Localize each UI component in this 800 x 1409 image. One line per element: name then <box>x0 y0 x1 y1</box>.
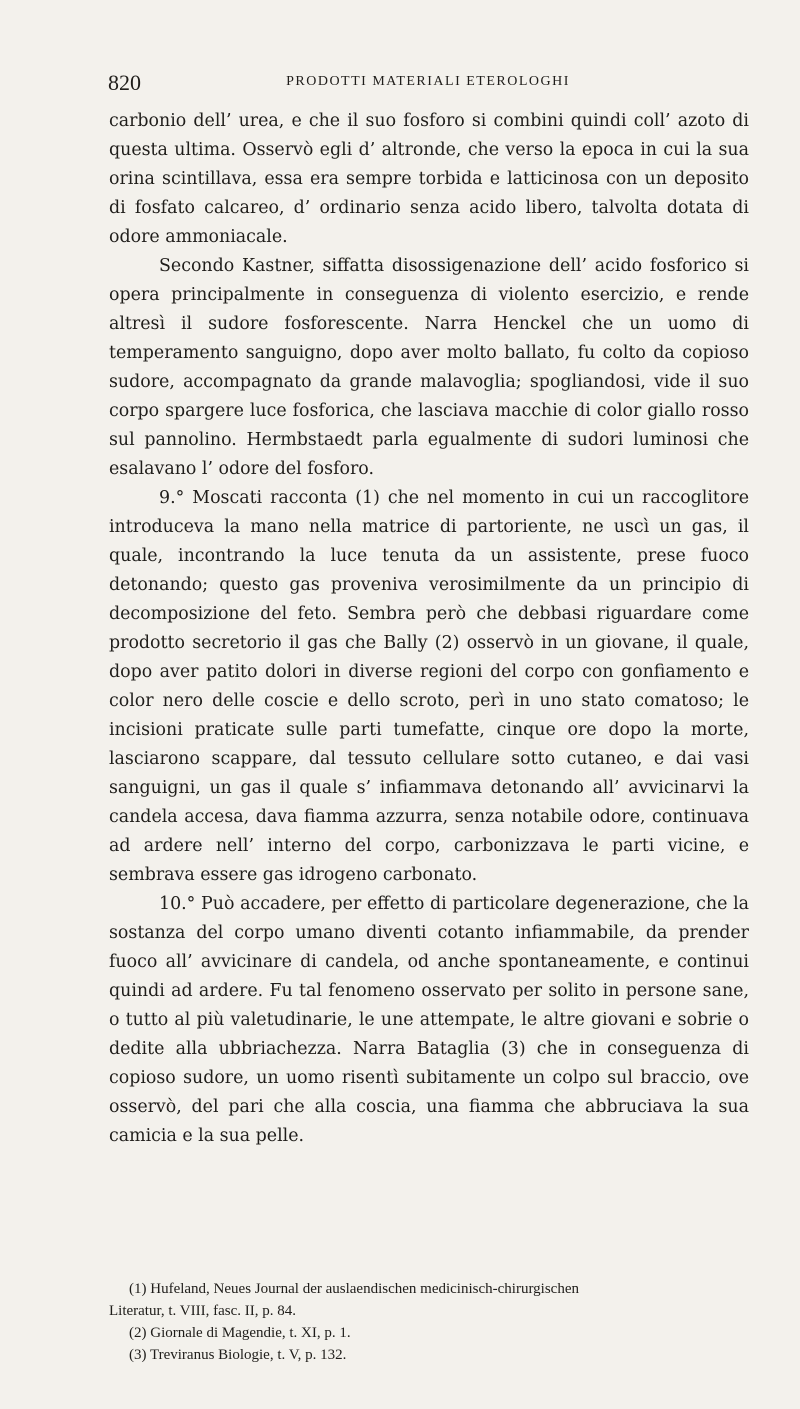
paragraph: carbonio dell’ urea, e che il suo fosforo si combini quindi coll’ azoto di questa ultima. Osservò egli d’ altronde, che verso la epoca in cui la sua orina scintillava, essa era sempre torbida e latticinosa con un deposito di fosfato calcareo, d’ ordinario senza acido libero, talvolta dotata di odore ammoniacale. <box>109 111 749 247</box>
running-title: PRODOTTI MATERIALI ETEROLOGHI <box>286 74 570 89</box>
page-number: 820 <box>108 70 141 95</box>
footnotes <box>109 1278 749 1366</box>
footnote: (2) Giornale di Magendie, t. XI, p. 1. <box>129 1325 351 1341</box>
paragraph: 9.° Moscati racconta (1) che nel momento in cui un raccoglitore introduceva la mano nella matrice di partoriente, ne uscì un gas, il quale, incontrando la luce tenuta da un assistente, prese fuoco detonando; questo gas proveniva verosimilmente da un principio di decomposizione del feto. Sembra però che debbasi riguardare come prodotto secretorio il gas che Bally (2) osservò in un giovane, il quale, dopo aver patito dolori in diverse regioni del corpo con gonfiamento e color nero delle coscie e dello scroto, perì in uno stato comatoso; le incisioni praticate sulle parti tumefatte, cinque ore dopo la morte, lasciarono scappare, dal tessuto cellulare sotto cutaneo, e dai vasi sanguigni, un gas il quale s’ infiammava detonando all’ avvicinarvi la candela accesa, dava fiamma azzurra, senza notabile odore, continuava ad ardere nell’ interno del corpo, carbonizzava le parti vicine, e sembrava essere gas idrogeno carbonato. <box>109 488 749 885</box>
page-header <box>108 70 748 100</box>
footnote-continuation: Literatur, t. VIII, fasc. II, p. 84. <box>109 1303 296 1319</box>
footnote: (1) Hufeland, Neues Journal der auslaendischen medicinisch-chirurgischen <box>129 1281 579 1297</box>
footnote: (3) Treviranus Biologie, t. V, p. 132. <box>129 1347 347 1363</box>
body-text <box>109 107 749 1151</box>
paragraph: Secondo Kastner, siffatta disossigenazione dell’ acido fosforico si opera principalmente in conseguenza di violento esercizio, e rende altresì il sudore fosforescente. Narra Henckel che un uomo di temperamento sanguigno, dopo aver molto ballato, fu colto da copioso sudore, accompagnato da grande malavoglia; spogliandosi, vide il suo corpo spargere luce fosforica, che lasciava macchie di color giallo rosso sul pannolino. Hermbstaedt parla egualmente di sudori luminosi che esalavano l’ odore del fosforo. <box>109 256 749 479</box>
paragraph: 10.° Può accadere, per effetto di particolare degenerazione, che la sostanza del corpo umano diventi cotanto infiammabile, da prender fuoco all’ avvicinare di candela, od anche spontaneamente, e continui quindi ad ardere. Fu tal fenomeno osservato per solito in persone sane, o tutto al più valetudinarie, le une attempate, le altre giovani e sobrie o dedite alla ubbriachezza. Narra Bataglia (3) che in conseguenza di copioso sudore, un uomo risentì subitamente un colpo sul braccio, ove osservò, del pari che alla coscia, una fiamma che abbruciava la sua camicia e la sua pelle. <box>109 894 749 1146</box>
